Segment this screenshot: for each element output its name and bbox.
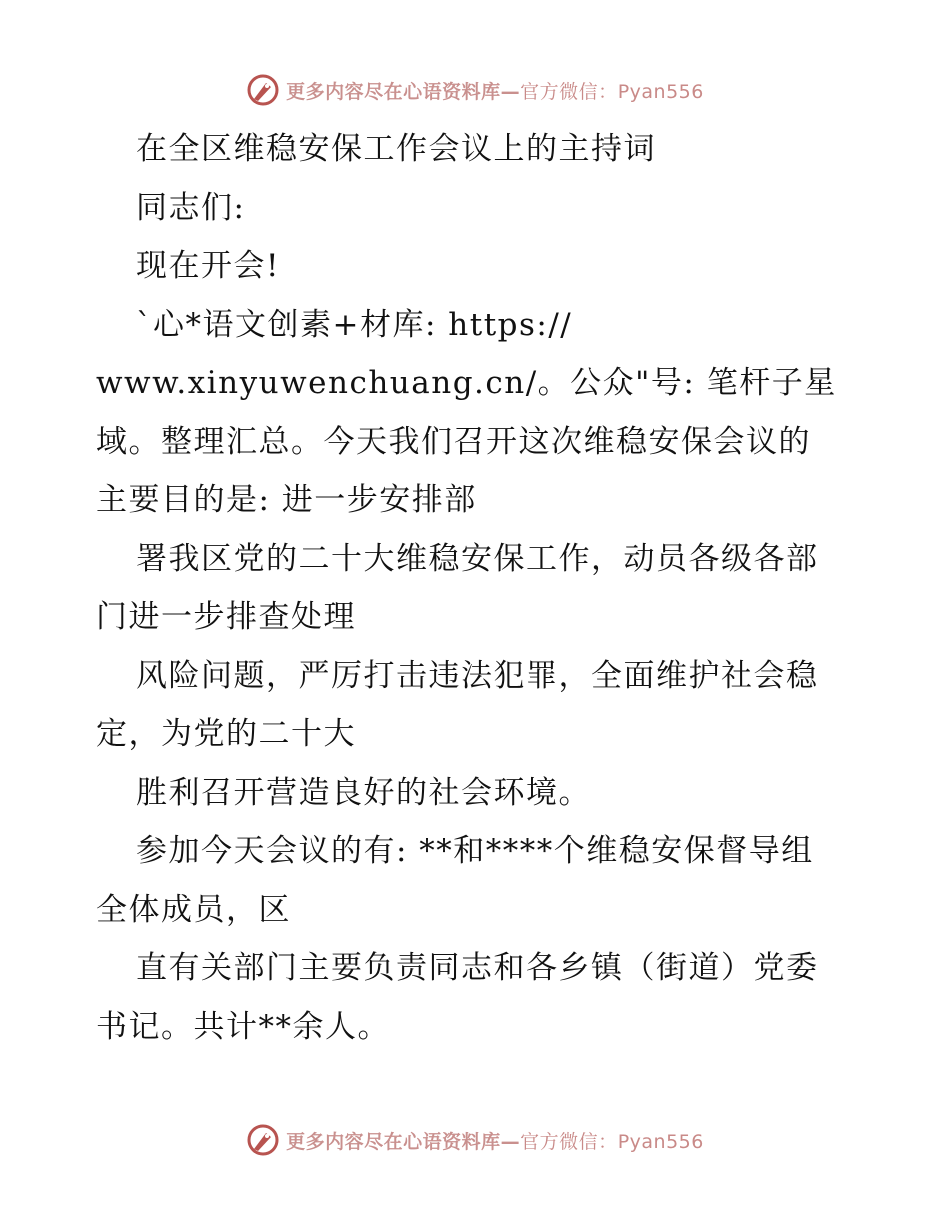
salutation: 同志们:: [136, 189, 246, 226]
pen-nib-icon: [246, 73, 280, 107]
paragraph-line: 域。整理汇总。今天我们召开这次维稳安保会议的: [96, 423, 811, 460]
paragraph-line: 现在开会!: [136, 248, 280, 284]
footer-banner: [0, 1120, 950, 1160]
paragraph-line: 参加今天会议的有: **和****个维稳安保督导组: [136, 833, 814, 869]
paragraph-line: 主要目的是: 进一步安排部: [96, 482, 477, 518]
paragraph-line: 全体成员，区: [96, 891, 291, 928]
paragraph-line: 书记。共计**余人。: [96, 1008, 390, 1045]
pen-nib-icon: [246, 1123, 280, 1157]
banner-text: 更多内容尽在心语资料库—官方微信：Pyan556: [286, 1130, 704, 1153]
paragraph-line: 直有关部门主要负责同志和各乡镇（街道）党委: [136, 950, 819, 986]
paragraph-line: 定，为党的二十大: [96, 716, 356, 752]
document-title: 在全区维稳安保工作会议上的主持词: [136, 131, 656, 167]
document-body: [96, 120, 856, 1056]
banner-text: 更多内容尽在心语资料库—官方微信：Pyan556: [286, 80, 704, 103]
paragraph-line: 胜利召开营造良好的社会环境。: [136, 774, 591, 811]
paragraph-line: www.xinyuwenchuang.cn/。公众"号: 笔杆子星: [96, 365, 837, 401]
paragraph-line: 署我区党的二十大维稳安保工作，动员各级各部: [136, 540, 819, 577]
paragraph-line: 风险问题，严厉打击违法犯罪，全面维护社会稳: [136, 657, 819, 694]
header-banner: [0, 70, 950, 110]
paragraph-line: `心*语文创素+材库: https://: [136, 306, 573, 343]
paragraph-line: 门进一步排查处理: [96, 599, 356, 635]
